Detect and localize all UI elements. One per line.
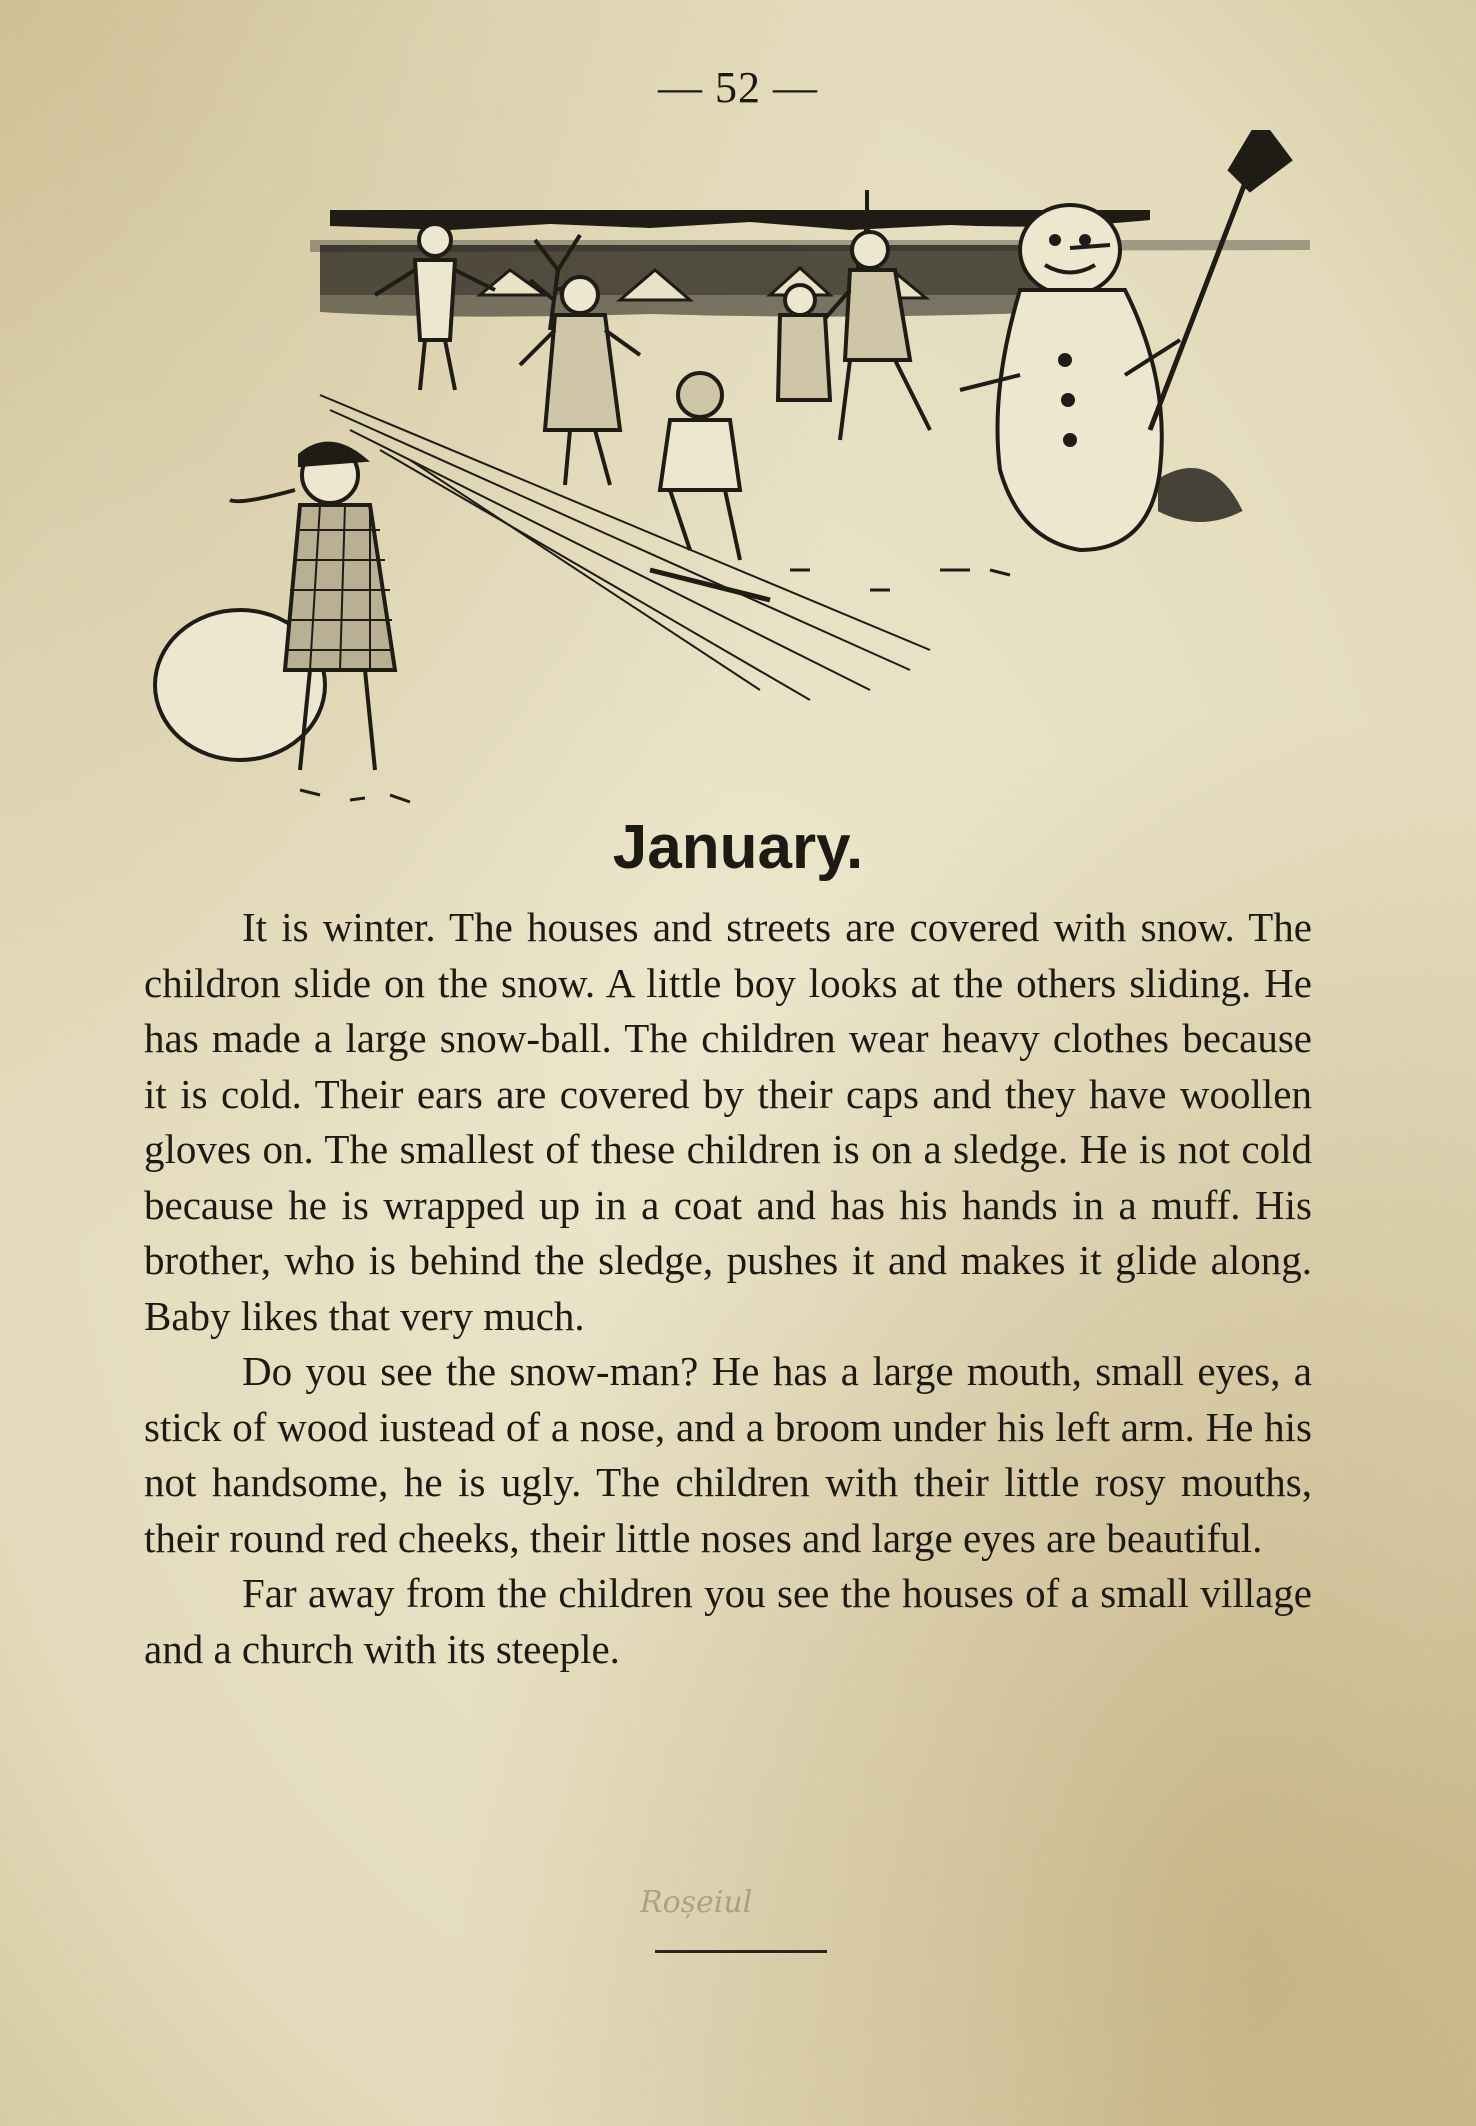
paragraph: It is winter. The houses and streets are covered with snow. The childron slide on the snow. A little boy looks at the others sliding. He has made a large snow-ball. The children wear heavy clothes because it is cold. Their ears are covered by their caps and they have woollen gloves on. The smallest of these children is on a sledge. He is not cold because he is wrapped up in a coat and has his hands in a muff. His brother, who is behind the sledge, pushes it and makes it glide along. Baby likes that very much. [144,904,1312,1339]
body-text [144,900,1312,1677]
chapter-title: January. [612,813,864,882]
end-rule [655,1950,827,1953]
paragraph: Far away from the children you see the houses of a small village and a church with its steeple. [144,1570,1312,1672]
boy-with-snowball [155,444,395,770]
handwritten-note: Roșeiul [640,1885,753,1920]
snow-marks [300,570,1010,802]
page-number: — 52 — [658,63,818,112]
slide-track [320,395,930,700]
winter-scene-illustration [150,130,1310,830]
snow-man [960,130,1290,550]
paragraph: Do you see the snow-man? He has a large mouth, small eyes, a stick of wood iustead of a nose, and a broom under his left arm. He his not handsome, he is ugly. The children with their little rosy mouths, their round red cheeks, their little noses and large eyes are beautiful. [144,1348,1312,1561]
